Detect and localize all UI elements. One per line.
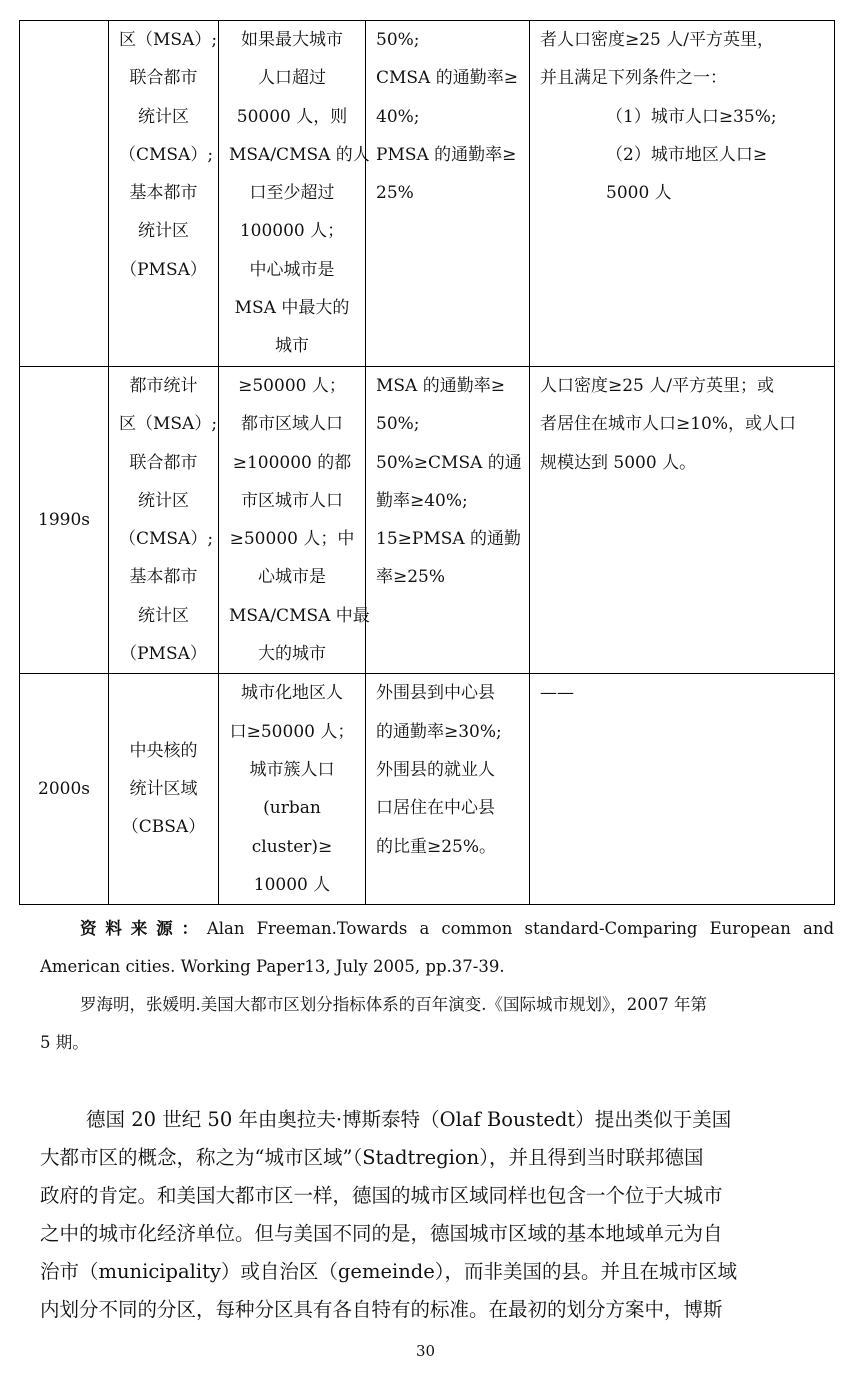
- area-name-cell: [109, 674, 219, 905]
- cell-line: MSA 中最大的: [234, 298, 350, 319]
- cell-line: 都市区域人口: [241, 414, 343, 435]
- cell-line: 15≥PMSA 的通勤: [376, 529, 522, 550]
- cell-line: ≥50000 人；中: [229, 529, 355, 550]
- area-name-cell: [109, 367, 219, 674]
- source-label: 资料来源：: [80, 919, 207, 938]
- cell-line: （CMSA）;: [119, 529, 214, 550]
- cell-line: 如果最大城市: [241, 30, 343, 50]
- cell-line: 并且满足下列条件之一：: [540, 68, 727, 89]
- cell-line: 100000 人；: [239, 221, 345, 242]
- cell-line: 基本都市: [129, 567, 198, 588]
- cell-line: 50%;: [376, 414, 420, 435]
- cell-line: 统计区: [138, 605, 189, 626]
- cell-line: ——: [540, 683, 574, 704]
- year-cell: 2000s: [20, 674, 109, 905]
- cell-line: 统计区域: [129, 779, 198, 800]
- cell-line: 勤率≥40%;: [376, 490, 468, 511]
- table-row: [20, 21, 835, 367]
- cell-line: （CBSA）: [121, 817, 206, 838]
- cell-line: 统计区: [138, 221, 189, 242]
- cell-line: 大的城市: [258, 644, 326, 665]
- cell-line: 口≥50000 人；: [229, 721, 355, 742]
- body-line: 大都市区的概念，称之为“城市区域”（Stadtregion），并且得到当时联邦德国: [40, 1146, 704, 1169]
- source-note-continued: American cities. Working Paper13, July 2005, pp.37-39.: [40, 957, 505, 976]
- cell-line: 统计区: [138, 490, 189, 511]
- body-line: 内划分不同的分区，每种分区具有各自特有的标准。在最初的划分方案中，博斯: [40, 1298, 723, 1321]
- cell-line: （1）城市人口≥35%;: [606, 106, 777, 127]
- cell-line: 外围县到中心县: [376, 683, 495, 704]
- year-cell: 1990s: [20, 367, 109, 674]
- cell-line: 联合都市: [129, 68, 198, 89]
- body-line: 治市（municipality）或自治区（gemeinde），而非美国的县。并且在城市区域: [40, 1260, 738, 1283]
- commuting-criteria-cell: [366, 367, 530, 674]
- cell-line: 区（MSA）;: [119, 30, 218, 50]
- commuting-criteria-cell: [366, 21, 530, 367]
- cell-line: MSA/CMSA 的人: [229, 144, 370, 165]
- cell-line: 50%≥CMSA 的通: [376, 452, 522, 473]
- cell-line: 口至少超过: [249, 183, 335, 204]
- cell-line: （CMSA）;: [119, 144, 214, 165]
- commuting-criteria-cell: [366, 674, 530, 905]
- cell-line: 的比重≥25%。: [376, 836, 497, 857]
- cell-line: 口居住在中心县: [376, 798, 495, 819]
- cell-line: 者人口密度≥25 人/平方英里，: [540, 30, 775, 50]
- cell-line: 50%;: [376, 30, 420, 50]
- cell-line: 基本都市: [129, 183, 198, 204]
- cell-line: 50000 人，则: [236, 106, 348, 127]
- cell-line: （PMSA）: [120, 259, 207, 280]
- area-name-cell: [109, 21, 219, 367]
- other-criteria-cell: [530, 367, 835, 674]
- source-note-second-continued: 5 期。: [40, 1033, 89, 1052]
- cell-line: （PMSA）: [120, 644, 207, 665]
- cell-line: 10000 人: [253, 874, 331, 895]
- cell-line: MSA/CMSA 中最: [229, 605, 370, 626]
- cell-line: 人口超过: [258, 68, 326, 89]
- year-cell: [20, 21, 109, 367]
- cell-line: 城市簇人口: [249, 759, 335, 780]
- cell-line: PMSA 的通勤率≥: [376, 144, 517, 165]
- cell-line: 5000 人: [606, 183, 672, 204]
- other-criteria-cell: [530, 674, 835, 905]
- cell-line: 市区城市人口: [241, 490, 343, 511]
- body-line: 政府的肯定。和美国大都市区一样，德国的城市区域同样也包含一个位于大城市: [40, 1184, 723, 1207]
- source-note-second: 罗海明，张媛明.美国大都市区划分指标体系的百年演变.《国际城市规划》，2007 年第: [80, 995, 707, 1014]
- population-criteria-cell: [219, 367, 370, 674]
- cell-line: 25%: [376, 183, 414, 204]
- cell-line: MSA 的通勤率≥: [376, 376, 505, 396]
- other-criteria-cell: [530, 21, 835, 367]
- cell-line: 人口密度≥25 人/平方英里；或: [540, 376, 775, 396]
- cell-line: 率≥25%: [376, 567, 446, 588]
- cell-line: 城市: [275, 336, 309, 357]
- cell-line: 统计区: [138, 106, 189, 127]
- cell-line: 心城市是: [258, 567, 326, 588]
- cell-line: 区（MSA）;: [119, 414, 218, 435]
- cell-line: （2）城市地区人口≥: [606, 144, 768, 165]
- body-paragraph: [40, 1101, 834, 1343]
- cell-line: ≥50000 人；: [238, 376, 346, 396]
- population-criteria-cell: [219, 21, 370, 367]
- metro-standard-table: [19, 20, 835, 905]
- population-criteria-cell: [219, 674, 366, 905]
- cell-line: 中央核的: [129, 740, 198, 761]
- body-line: 之中的城市化经济单位。但与美国不同的是，德国城市区域的基本地域单元为自: [40, 1222, 723, 1245]
- page-number: 30: [415, 1342, 436, 1360]
- body-line: 德国 20 世纪 50 年由奥拉夫·博斯泰特（Olaf Boustedt）提出类似于美国: [86, 1108, 732, 1131]
- cell-line: cluster)≥: [251, 836, 333, 857]
- cell-line: 规模达到 5000 人。: [540, 452, 697, 473]
- cell-line: (urban: [263, 798, 321, 819]
- cell-line: ≥100000 的都: [232, 452, 352, 473]
- cell-line: 者居住在城市人口≥10%，或人口: [540, 414, 797, 435]
- table-row: [20, 674, 835, 905]
- cell-line: 城市化地区人: [241, 683, 343, 704]
- cell-line: 的通勤率≥30%;: [376, 721, 502, 742]
- cell-line: 中心城市是: [249, 259, 335, 280]
- source-note: [40, 910, 834, 948]
- table-row: [20, 367, 835, 674]
- cell-line: 联合都市: [129, 452, 198, 473]
- cell-line: CMSA 的通勤率≥: [376, 68, 518, 89]
- source-text: Alan Freeman.Towards a common standard-Comparing European and: [206, 919, 835, 938]
- cell-line: 外围县的就业人: [376, 759, 495, 780]
- cell-line: 40%;: [376, 106, 420, 127]
- cell-line: 都市统计: [129, 376, 198, 396]
